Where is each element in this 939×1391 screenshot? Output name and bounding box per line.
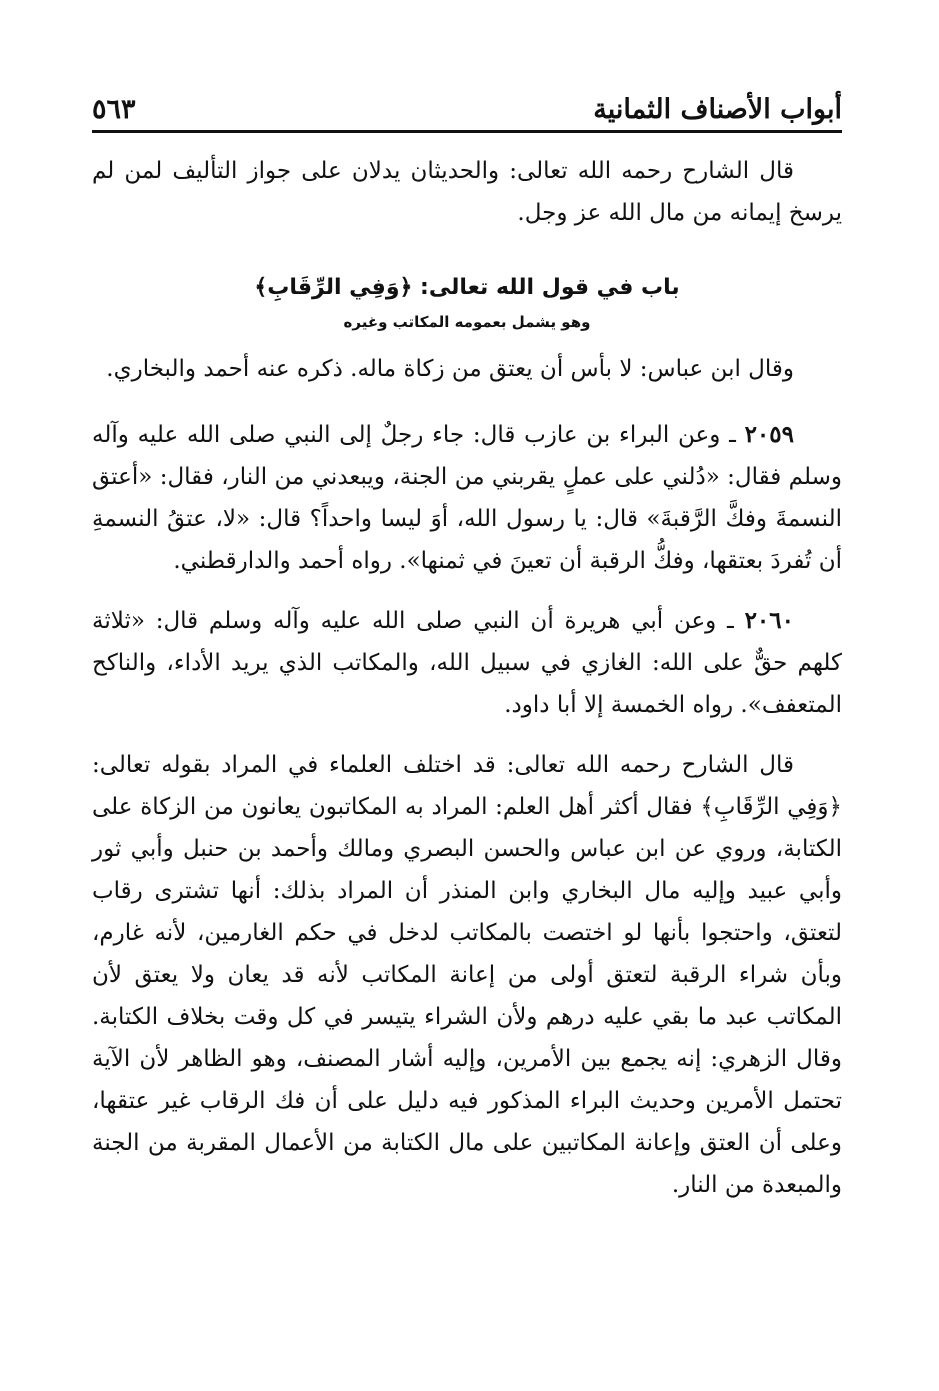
page-header <box>92 86 842 128</box>
ibn-abbas-paragraph: وقال ابن عباس: لا بأس أن يعتق من زكاة ماله. ذكره عنه أحمد والبخاري. <box>106 356 794 382</box>
page-number: ٥٦٣ <box>92 94 136 125</box>
hadith-2059-text: ـ وعن البراء بن عازب قال: جاء رجلٌ إلى النبي صلى الله عليه وآله وسلم فقال: «دُلني على عملٍ يقربني من الجنة، ويبعدني من النار، فقال: «أعتق النسمةَ وفكَّ الرَّقبةَ» قال: يا رسول الله، أوَ ليسا واحداً؟ قال: «لا، عتقُ النسمةِ أن تُفردَ بعتقها، وفكُّ الرقبة أن تعينَ في ثمنها». رواه أحمد والدارقطني. <box>92 422 842 574</box>
hadith-number-2059: ٢٠٥٩ <box>744 421 794 448</box>
header-divider <box>92 130 842 133</box>
chapter-title: باب في قول الله تعالى: ﴿وَفِي الرِّقَابِ﴾ <box>254 275 680 300</box>
page-body <box>92 150 842 1206</box>
hadith-2059 <box>92 414 842 582</box>
hadith-2060-text: ـ وعن أبي هريرة أن النبي صلى الله عليه وآله وسلم قال: «ثلاثة كلهم حقٌّ على الله: الغازي في سبيل الله، والمكاتب الذي يريد الأداء، والناكح المتعفف». رواه الخمسة إلا أبا داود. <box>92 608 842 718</box>
hadith-number-2060: ٢٠٦٠ <box>744 607 794 634</box>
commentary-paragraph-final: قال الشارح رحمه الله تعالى: قد اختلف العلماء في المراد بقوله تعالى: ﴿وَفِي الرِّقَابِ﴾ فقال أكثر أهل العلم: المراد به المكاتبون يعانون من الزكاة على الكتابة، وروي عن ابن عباس والحسن البصري ومالك وأحمد بن حنبل وأبي ثور وأبي عبيد وإليه مال البخاري وابن المنذر أن المراد بذلك: أنها تشترى رقاب لتعتق، واحتجوا بأنها لو اختصت بالمكاتب لدخل في حكم الغارمين، لأنه غارم، وبأن شراء الرقبة لتعتق أولى من إعانة المكاتب لأنه قد يعان ولا يعتق لأن المكاتب عبد ما بقي عليه درهم ولأن الشراء يتيسر في كل وقت بخلاف الكتابة. وقال الزهري: إنه يجمع بين الأمرين، وإليه أشار المصنف، وهو الظاهر لأن الآية تحتمل الأمرين وحديث البراء المذكور فيه دليل على أن فك الرقاب غير عتقها، وعلى أن العتق وإعانة المكاتبين على مال الكتابة من الأعمال المقربة من الجنة والمبعدة من النار. <box>92 752 842 1198</box>
running-title: أبواب الأصناف الثمانية <box>593 94 842 125</box>
commentary-paragraph-1: قال الشارح رحمه الله تعالى: والحديثان يدلان على جواز التأليف لمن لم يرسخ إيمانه من مال الله عز وجل. <box>92 158 842 226</box>
hadith-2060 <box>92 600 842 726</box>
chapter-subtitle: وهو يشمل بعمومه المكاتب وغيره <box>343 313 591 331</box>
